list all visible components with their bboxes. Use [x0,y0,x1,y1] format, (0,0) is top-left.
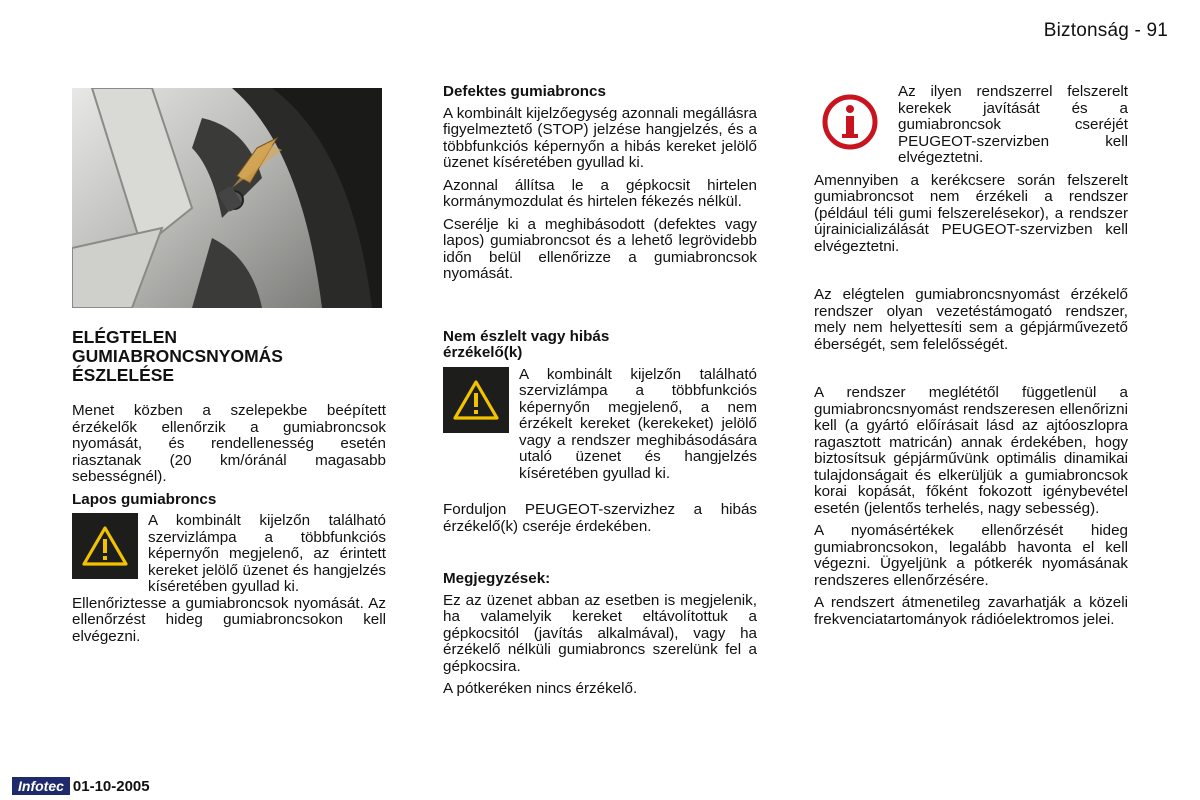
warning-triangle-icon [72,513,138,579]
defect-heading: Defektes gumiabroncs [443,83,606,100]
defect-paragraph-2: Azonnal állítsa le a gépkocsit hirtelen kormánymozdulat és hirtelen fékezés nélkül. [443,176,757,210]
sensor-warning-text: A kombinált kijelzőn található szervizlámpa a többfunkciós képernyőn megjelenő, a nem érzékelt kereket (kerekeket) jelölő vagy a rendszer meghibásodására utaló üzenet és hangjelzés kíséretében gyullad ki. [519,365,757,482]
infotec-logo: Infotec [12,777,70,795]
footer-date: 01-10-2005 [72,777,150,795]
flat-tyre-heading: Lapos gumiabroncs [72,490,217,508]
defect-paragraph-3: Cserélje ki a meghibásodott (defektes vagy lapos) gumiabroncsot és a lehető legrövidebb időn belül ellenőrizze a gumiabroncsok nyomását. [443,215,757,282]
notes-paragraph-2: A pótkeréken nincs érzékelő. [443,680,638,697]
flat-tyre-check: Ellenőriztesse a gumiabroncsok nyomását. Az ellenőrzést hideg gumiabroncsokon kell elvégezni. [72,594,386,645]
notes-heading: Megjegyzések: [443,570,551,587]
flat-tyre-warning-text: A kombinált kijelzőn található szervizlámpa a többfunkciós képernyőn megjelenő, az érintett kereket jelölő üzenet és hangjelzés kíséretében gyullad ki. [148,512,386,595]
flat-tyre-warning [72,513,386,596]
info-block [814,84,1128,167]
page-header: Biztonság - 91 [1043,20,1168,41]
intro-paragraph: Menet közben a szelepekbe beépített érzékelők ellenőrzik a gumiabroncsok nyomását, és rendellenesség esetén riasztanak (20 km/óránál magasabb sebességnél). [72,402,386,485]
tyre-valve-sensor-photo [72,88,382,308]
wheel-illustration [72,88,382,308]
defect-paragraph-1: A kombinált kijelzőegység azonnali megállásra figyelmeztető (STOP) jelzése hangjelzés, és a többfunkciós képernyőn a hibás kereket jelölő üzenet kíséretében gyullad ki. [443,104,757,171]
info-icon [820,92,880,152]
column-middle [443,84,757,704]
footer [12,777,150,795]
warning-triangle-icon [443,367,509,433]
right-paragraph-5: A rendszert átmenetileg zavarhatják a közeli frekvenciatartományok rádióelektromos jelei. [814,594,1128,628]
right-paragraph-3: A rendszer meglététől függetlenül a gumiabroncsnyomást rendszeresen ellenőrizni kell (a gyártó előírásait lásd az ajtóoszlopra ragasztott matricán) annak érdekében, hogy biztosítsuk gépjárművünk optimális dinamikai tulajdonságait és elkerüljük a gumiabroncsok korai kopását, főként fokozott igénybevétel esetén (jelentős terhelés, nagy sebesség). [814,384,1128,517]
sensor-heading: Nem észlelt vagy hibás érzékelő(k) [443,327,610,361]
column-right [814,84,1128,634]
column-left [72,88,386,651]
sensor-paragraph-2: Forduljon PEUGEOT-szervizhez a hibás érzékelő(k) cseréje érdekében. [443,501,757,535]
right-paragraph-1: Amennyiben a kerékcsere során felszerelt gumiabroncsot nem érzékeli a rendszer (például téli gumi felszerelésekor), a rendszer újrainicializálását PEUGEOT-szervizben kell elvégeztetni. [814,171,1128,255]
section-title: ELÉGTELEN GUMIABRONCSNYOMÁS ÉSZLELÉSE [72,327,283,385]
right-paragraph-2: Az elégtelen gumiabroncsnyomást érzékelő rendszer olyan vezetéstámogató rendszer, mely nem helyettesíti sem a gépjárművezető éberségét, sem felelősségét. [814,286,1128,353]
sensor-warning [443,367,757,483]
notes-paragraph-1: Ez az üzenet abban az esetben is megjelenik, ha valamelyik kereket eltávolítottuk a gépkocsitól (javítás alkalmával), vagy ha érzékelő nélküli gumiabroncs szerelünk fel a gépkocsira. [443,591,757,675]
info-text: Az ilyen rendszerrel felszerelt kerekek javítását és a gumiabroncsok cseréjét PEUGEOT-szervizben kell elvégeztetni. [898,83,1128,166]
right-paragraph-4: A nyomásértékek ellenőrzését hideg gumiabroncsokon, legalább havonta el kell végezni. Ügyeljünk a pótkerék nyomásának rendszeres ellenőrzésére. [814,522,1128,589]
